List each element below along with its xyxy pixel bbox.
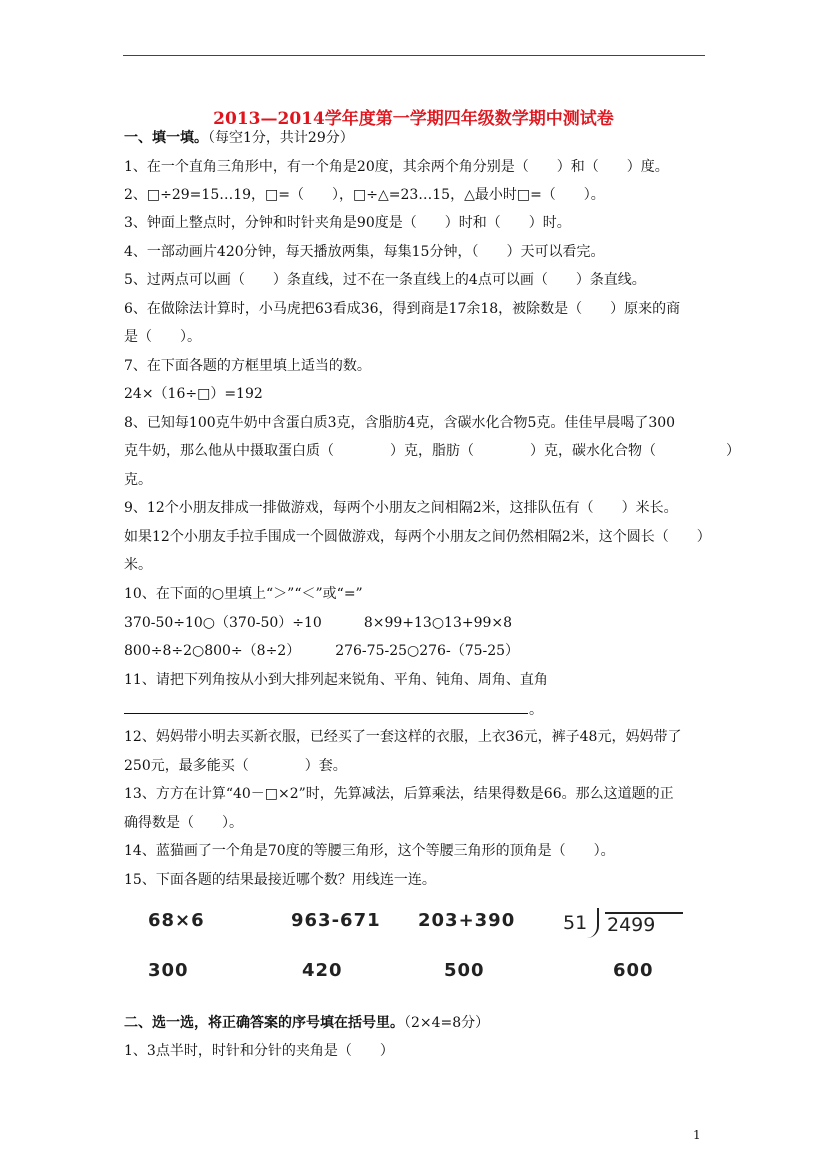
question-line: 370-50÷10○（370-50）÷10 8×99+13○13+99×8: [124, 615, 513, 631]
section2-note: （2×4=8分）: [404, 1015, 490, 1031]
q15-dividend: 2499: [605, 912, 683, 936]
question-line: 15、下面各题的结果最接近哪个数？用线连一连。: [124, 872, 436, 888]
question-line: 11、请把下列角按从小到大排列起来锐角、平角、钝角、周角、直角: [124, 672, 548, 688]
question-line: 米。: [124, 557, 152, 573]
question-line: 800÷8÷2○800÷（8÷2） 276-75-25○276-（75-25）: [124, 643, 520, 659]
question-line: 10、在下面的○里填上“＞”“＜”或“=”: [124, 586, 363, 602]
question-line: 14、蓝猫画了一个角是70度的等腰三角形，这个等腰三角形的顶角是（ ）。: [124, 843, 615, 859]
question-line: 24×（16÷□）=192: [124, 386, 263, 402]
section1-heading: 一、填一填。: [124, 130, 208, 146]
question-line: 6、在做除法计算时，小马虎把63看成36，得到商是17余18，被除数是（ ）原来的商: [124, 301, 681, 317]
question-line: 7、在下面各题的方框里填上适当的数。: [124, 358, 371, 374]
q15-answer: 500: [444, 960, 485, 981]
question-line: 确得数是（ ）。: [124, 815, 243, 831]
question-line: 3、钟面上整点时，分钟和时针夹角是90度是（ ）时和（ ）时。: [124, 215, 571, 231]
section1-heading-line: [124, 128, 354, 148]
page-number: 1: [693, 1128, 701, 1142]
q15-answer: 420: [302, 960, 343, 981]
section2-heading: 二、选一选，将正确答案的序号填在括号里。: [124, 1015, 404, 1031]
question-line: 13、方方在计算“40－□×2”时，先算减法，后算乘法，结果得数是66。那么这道题的正: [124, 786, 674, 802]
question-line: 9、12个小朋友排成一排做游戏，每两个小朋友之间相隔2米，这排队伍有（ ）米长。: [124, 500, 678, 516]
division-bracket: [587, 908, 599, 938]
section2-heading-line: [124, 1013, 489, 1033]
question-line: 4、一部动画片420分钟，每天播放两集，每集15分钟，（ ）天可以看完。: [124, 244, 605, 260]
q15-expression: 68×6: [148, 910, 205, 931]
question-line: 是（ ）。: [124, 329, 201, 345]
question-line: 2、□÷29=15…19，□=（ ），□÷△=23…15，△最小时□=（ ）。: [124, 187, 605, 203]
question-line: 克牛奶，那么他从中摄取蛋白质（ ）克，脂肪（ ）克，碳水化合物（ ）: [124, 443, 740, 459]
q15-divisor: 51: [563, 912, 588, 934]
question-line: 1、在一个直角三角形中，有一个角是20度，其余两个角分别是（ ）和（ ）度。: [124, 159, 669, 175]
page-title: 2013—2014学年度第一学期四年级数学期中测试卷: [213, 109, 614, 129]
question-line: 12、妈妈带小明去买新衣服，已经买了一套这样的衣服，上衣36元，裤子48元，妈妈带了: [124, 729, 682, 745]
question-line: 1、3点半时，时针和分针的夹角是（ ）: [124, 1043, 394, 1059]
header-rule: [123, 55, 705, 56]
q15-expression: 203+390: [418, 910, 516, 931]
question-line: 克。: [124, 472, 152, 488]
question-line: 8、已知每100克牛奶中含蛋白质3克，含脂肪4克，含碳水化合物5克。佳佳早晨喝了300: [124, 415, 676, 431]
question-line: 5、过两点可以画（ ）条直线，过不在一条直线上的4点可以画（ ）条直线。: [124, 272, 646, 288]
question-line: 250元，最多能买（ ）套。: [124, 758, 347, 774]
question-line: 如果12个小朋友手拉手围成一个圆做游戏，每两个小朋友之间仍然相隔2米，这个圆长（ ）: [124, 529, 711, 545]
section1-note: （每空1分，共计29分）: [208, 130, 354, 146]
q15-expression: 963-671: [291, 910, 381, 931]
q11-end-mark: 。: [529, 702, 543, 718]
q15-answer: 300: [148, 960, 189, 981]
answer-blank-line: [124, 713, 528, 714]
q15-answer: 600: [613, 960, 654, 981]
